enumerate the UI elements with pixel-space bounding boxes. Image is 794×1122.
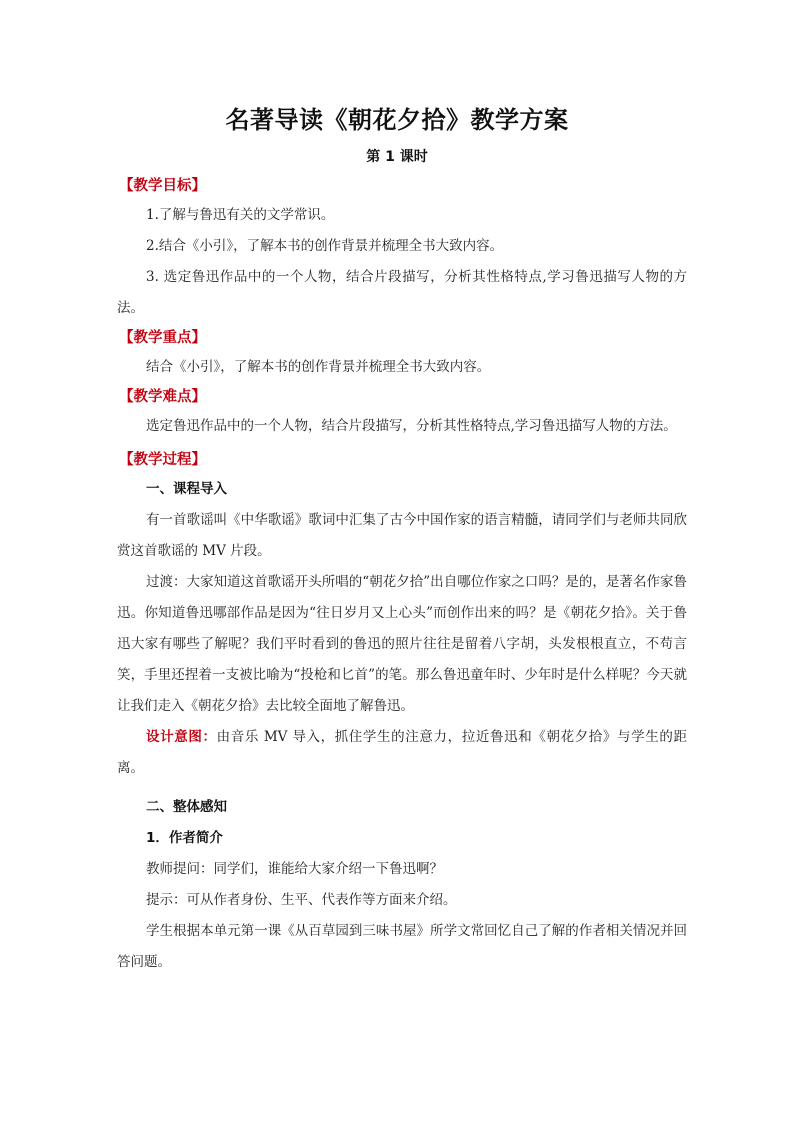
section-heading-process: 【教学过程】	[119, 452, 206, 468]
section-heading-key-points: 【教学重点】	[119, 330, 206, 346]
section-heading-difficulties: 【教学难点】	[119, 389, 206, 405]
teacher-hint: 提示：可从作者身份、生平、代表作等方面来介绍。	[146, 892, 457, 908]
key-points-text: 结合《小引》，了解本书的创作背景并梳理全书大致内容。	[146, 359, 491, 375]
goal-item-3: 3. 选定鲁迅作品中的一个人物，结合片段描写，分析其性格特点,学习鲁迅描写人物的方法。	[117, 269, 687, 316]
difficulties-text: 选定鲁迅作品中的一个人物，结合片段描写，分析其性格特点,学习鲁迅描写人物的方法。	[146, 418, 677, 434]
teacher-question: 教师提问：同学们，谁能给大家介绍一下鲁迅啊？	[146, 861, 443, 877]
goal-item-1: 1.了解与鲁迅有关的文学常识。	[146, 207, 335, 223]
author-intro-title: 1．作者简介	[146, 830, 223, 846]
document-body	[117, 172, 687, 978]
process-part1-para2: 过渡：大家知道这首歌谣开头所唱的“朝花夕拾”出自哪位作家之口吗？是的，是著名作家鲁迅。你知道鲁迅哪部作品是因为“往日岁月又上心头”而创作出来的吗？是《朝花夕拾》。关于鲁迅大家有哪些了解呢？我们平时看到的鲁迅的照片往往是留着八字胡，头发根根直立，不苟言笑，手里还捏着一支被比喻为“投枪和匕首”的笔。那么鲁迅童年时、少年时是什么样呢？今天就让我们走入《朝花夕拾》去比较全面地了解鲁迅。	[117, 574, 687, 714]
design-intent-label: 设计意图：	[146, 729, 217, 745]
lesson-number: 第 1 课时	[366, 149, 428, 165]
student-answer: 学生根据本单元第一课《从百草园到三味书屋》所学文常回忆自己了解的作者相关情况并回答问题。	[117, 923, 687, 970]
design-intent-text: 由音乐 MV 导入，抓住学生的注意力，拉近鲁迅和《朝花夕拾》与学生的距离。	[117, 729, 688, 776]
process-part1-para1: 有一首歌谣叫《中华歌谣》歌词中汇集了古今中国作家的语言精髓，请同学们与老师共同欣赏这首歌谣的 MV 片段。	[117, 512, 687, 559]
process-part2-title: 二、整体感知	[146, 799, 227, 815]
process-part1-title: 一、课程导入	[146, 481, 227, 497]
section-heading-goals: 【教学目标】	[119, 178, 206, 194]
document-title: 名著导读《朝花夕拾》教学方案	[225, 106, 569, 134]
design-intent	[117, 722, 687, 784]
goal-item-2: 2.结合《小引》，了解本书的创作背景并梳理全书大致内容。	[146, 238, 504, 254]
